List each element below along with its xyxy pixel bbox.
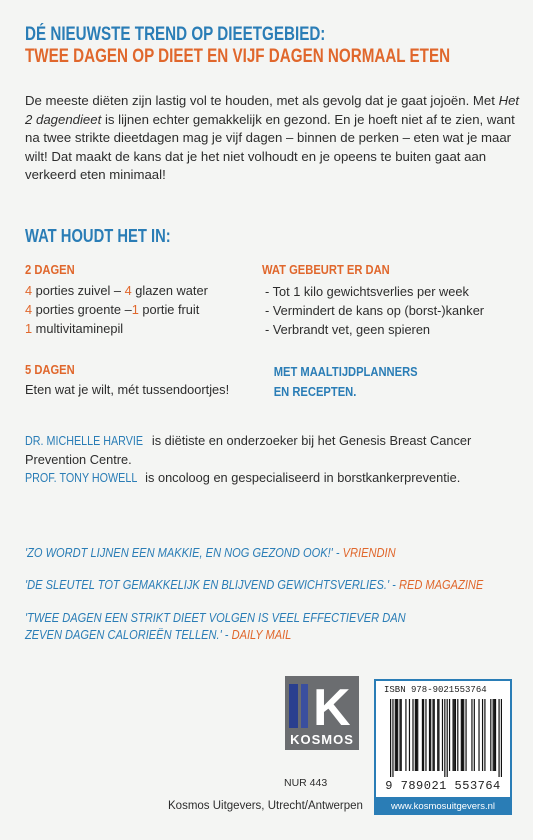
effect-item: - Tot 1 kilo gewichtsverlies per week [265,282,484,301]
barcode-bar [399,699,400,771]
barcode-bar [392,699,393,777]
intro-paragraph [25,92,525,185]
author-2 [25,469,525,488]
barcode-bar [463,699,464,771]
barcode-bar [461,699,462,771]
barcode-bar [415,699,416,771]
barcode-bar [482,699,483,771]
logo-bar [301,684,308,728]
barcode-bar [425,699,426,771]
barcode-bar [397,699,398,771]
quote-2-source: RED MAGAZINE [398,578,484,592]
barcode [390,699,502,777]
barcode-bar [423,699,424,771]
two-days-line-2: 4 porties groente –1 portie fruit [25,302,200,317]
barcode-bar [395,699,396,771]
barcode-bar [452,699,453,771]
barcode-bar [417,699,418,771]
barcode-bar [478,699,479,771]
barcode-bar [495,699,496,771]
barcode-bar [422,699,423,771]
barcode-bar [405,699,406,771]
barcode-bar [501,699,502,777]
book-title: Het 2 dagendieet [25,93,520,127]
intro-text-1: De meeste diëten zijn lastig vol te houden, met als gevolg dat je gaat jojoën. Met [25,93,499,108]
section-heading: WAT HOUDT HET IN: [25,226,171,246]
barcode-bar [462,699,463,771]
two-days-line-1: 4 porties zuivel – 4 glazen water [25,283,208,298]
barcode-bar [449,699,450,771]
barcode-bar [494,699,495,771]
website-url[interactable]: www.kosmosuitgevers.nl [374,799,512,815]
headline-line-1: DÉ NIEUWSTE TREND OP DIEETGEBIED: [25,24,326,45]
author-2-name: PROF. TONY HOWELL [25,471,138,485]
intro-text-2: is lijnen echter gemakkelijk en gezond. En je hoeft niet af te zien, want na twee strikte dieetdagen mag je vijf dagen – binnen de perken – eten wat je maar wilt! Dat maakt de kans dat je het niet volhoudt en je opeens te buiten gaat aan verkeerd eten minimaal! [25,111,515,182]
barcode-bar [490,699,491,771]
author-2-bio: is oncoloog en gespecialiseerd in borstkankerpreventie. [141,470,461,485]
kosmos-logo [285,676,359,750]
planners-note [274,362,418,402]
logo-bar [289,684,298,728]
effect-item: - Vermindert de kans op (borst-)kanker [265,301,484,320]
barcode-bar [432,699,433,771]
barcode-bar [455,699,456,771]
effects-list [265,282,484,339]
barcode-bar [438,699,439,771]
barcode-bar [444,699,445,777]
barcode-bar [401,699,402,771]
author-1-name: DR. MICHELLE HARVIE [25,434,144,448]
five-days-text: Eten wat je wilt, mét tussendoortjes! [25,382,230,397]
barcode-bar [430,699,431,771]
barcode-bar [416,699,417,771]
barcode-bar [437,699,438,771]
barcode-bar [484,699,485,771]
barcode-bar [493,699,494,771]
barcode-bar [412,699,413,771]
barcode-bar [465,699,466,771]
barcode-bar [498,699,499,777]
barcode-bar [390,699,391,777]
two-days-heading: 2 DAGEN [25,262,75,277]
barcode-number: 9 789021 553764 [385,779,501,793]
isbn-label: ISBN 978-9021553764 [384,685,487,695]
planners-line-2: EN RECEPTEN. [273,384,357,399]
barcode-bar [396,699,397,771]
nur-code: NUR 443 [284,777,328,789]
quote-1-source: VRIENDIN [342,546,396,560]
barcode-bar [434,699,435,771]
barcode-bar [429,699,430,771]
quote-2: 'DE SLEUTEL TOT GEMAKKELIJK EN BLIJVEND GEWICHTSVERLIES.' - RED MAGAZINE [25,578,484,592]
barcode-bar [442,699,443,771]
authors-block [25,432,525,488]
author-1 [25,432,525,469]
logo-letter: K [313,679,351,737]
logo-name: KOSMOS [290,732,354,747]
barcode-bar [457,699,458,771]
author-1-bio: is diëtiste en onderzoeker bij het Genesis Breast Cancer Prevention Centre. [25,433,472,467]
planners-line-1: MET MAALTIJDPLANNERS [273,364,418,379]
barcode-bar [471,699,472,771]
barcode-bar [474,699,475,771]
effect-item: - Verbrandt vet, geen spieren [265,320,484,339]
barcode-bar [409,699,410,771]
quote-3: 'TWEE DAGEN EEN STRIKT DIEET VOLGEN IS VEEL EFFECTIEVER DAN ZEVEN DAGEN CALORIEËN TELLEN.' - DAILY MAIL [25,611,406,642]
five-days-heading: 5 DAGEN [25,362,75,377]
effects-heading: WAT GEBEURT ER DAN [262,262,390,277]
barcode-box [374,679,512,799]
two-days-line-3: 1 multivitaminepil [25,321,124,336]
barcode-bar [454,699,455,771]
barcode-bar [447,699,448,777]
publisher-line: Kosmos Uitgevers, Utrecht/Antwerpen [168,800,363,812]
headline-line-2: TWEE DAGEN OP DIEET EN VIJF DAGEN NORMAAL ETEN [25,46,451,67]
quote-1: 'ZO WORDT LIJNEN EEN MAKKIE, EN NOG GEZOND OOK!' - VRIENDIN [25,546,396,560]
quote-3-source: DAILY MAIL [231,628,292,642]
